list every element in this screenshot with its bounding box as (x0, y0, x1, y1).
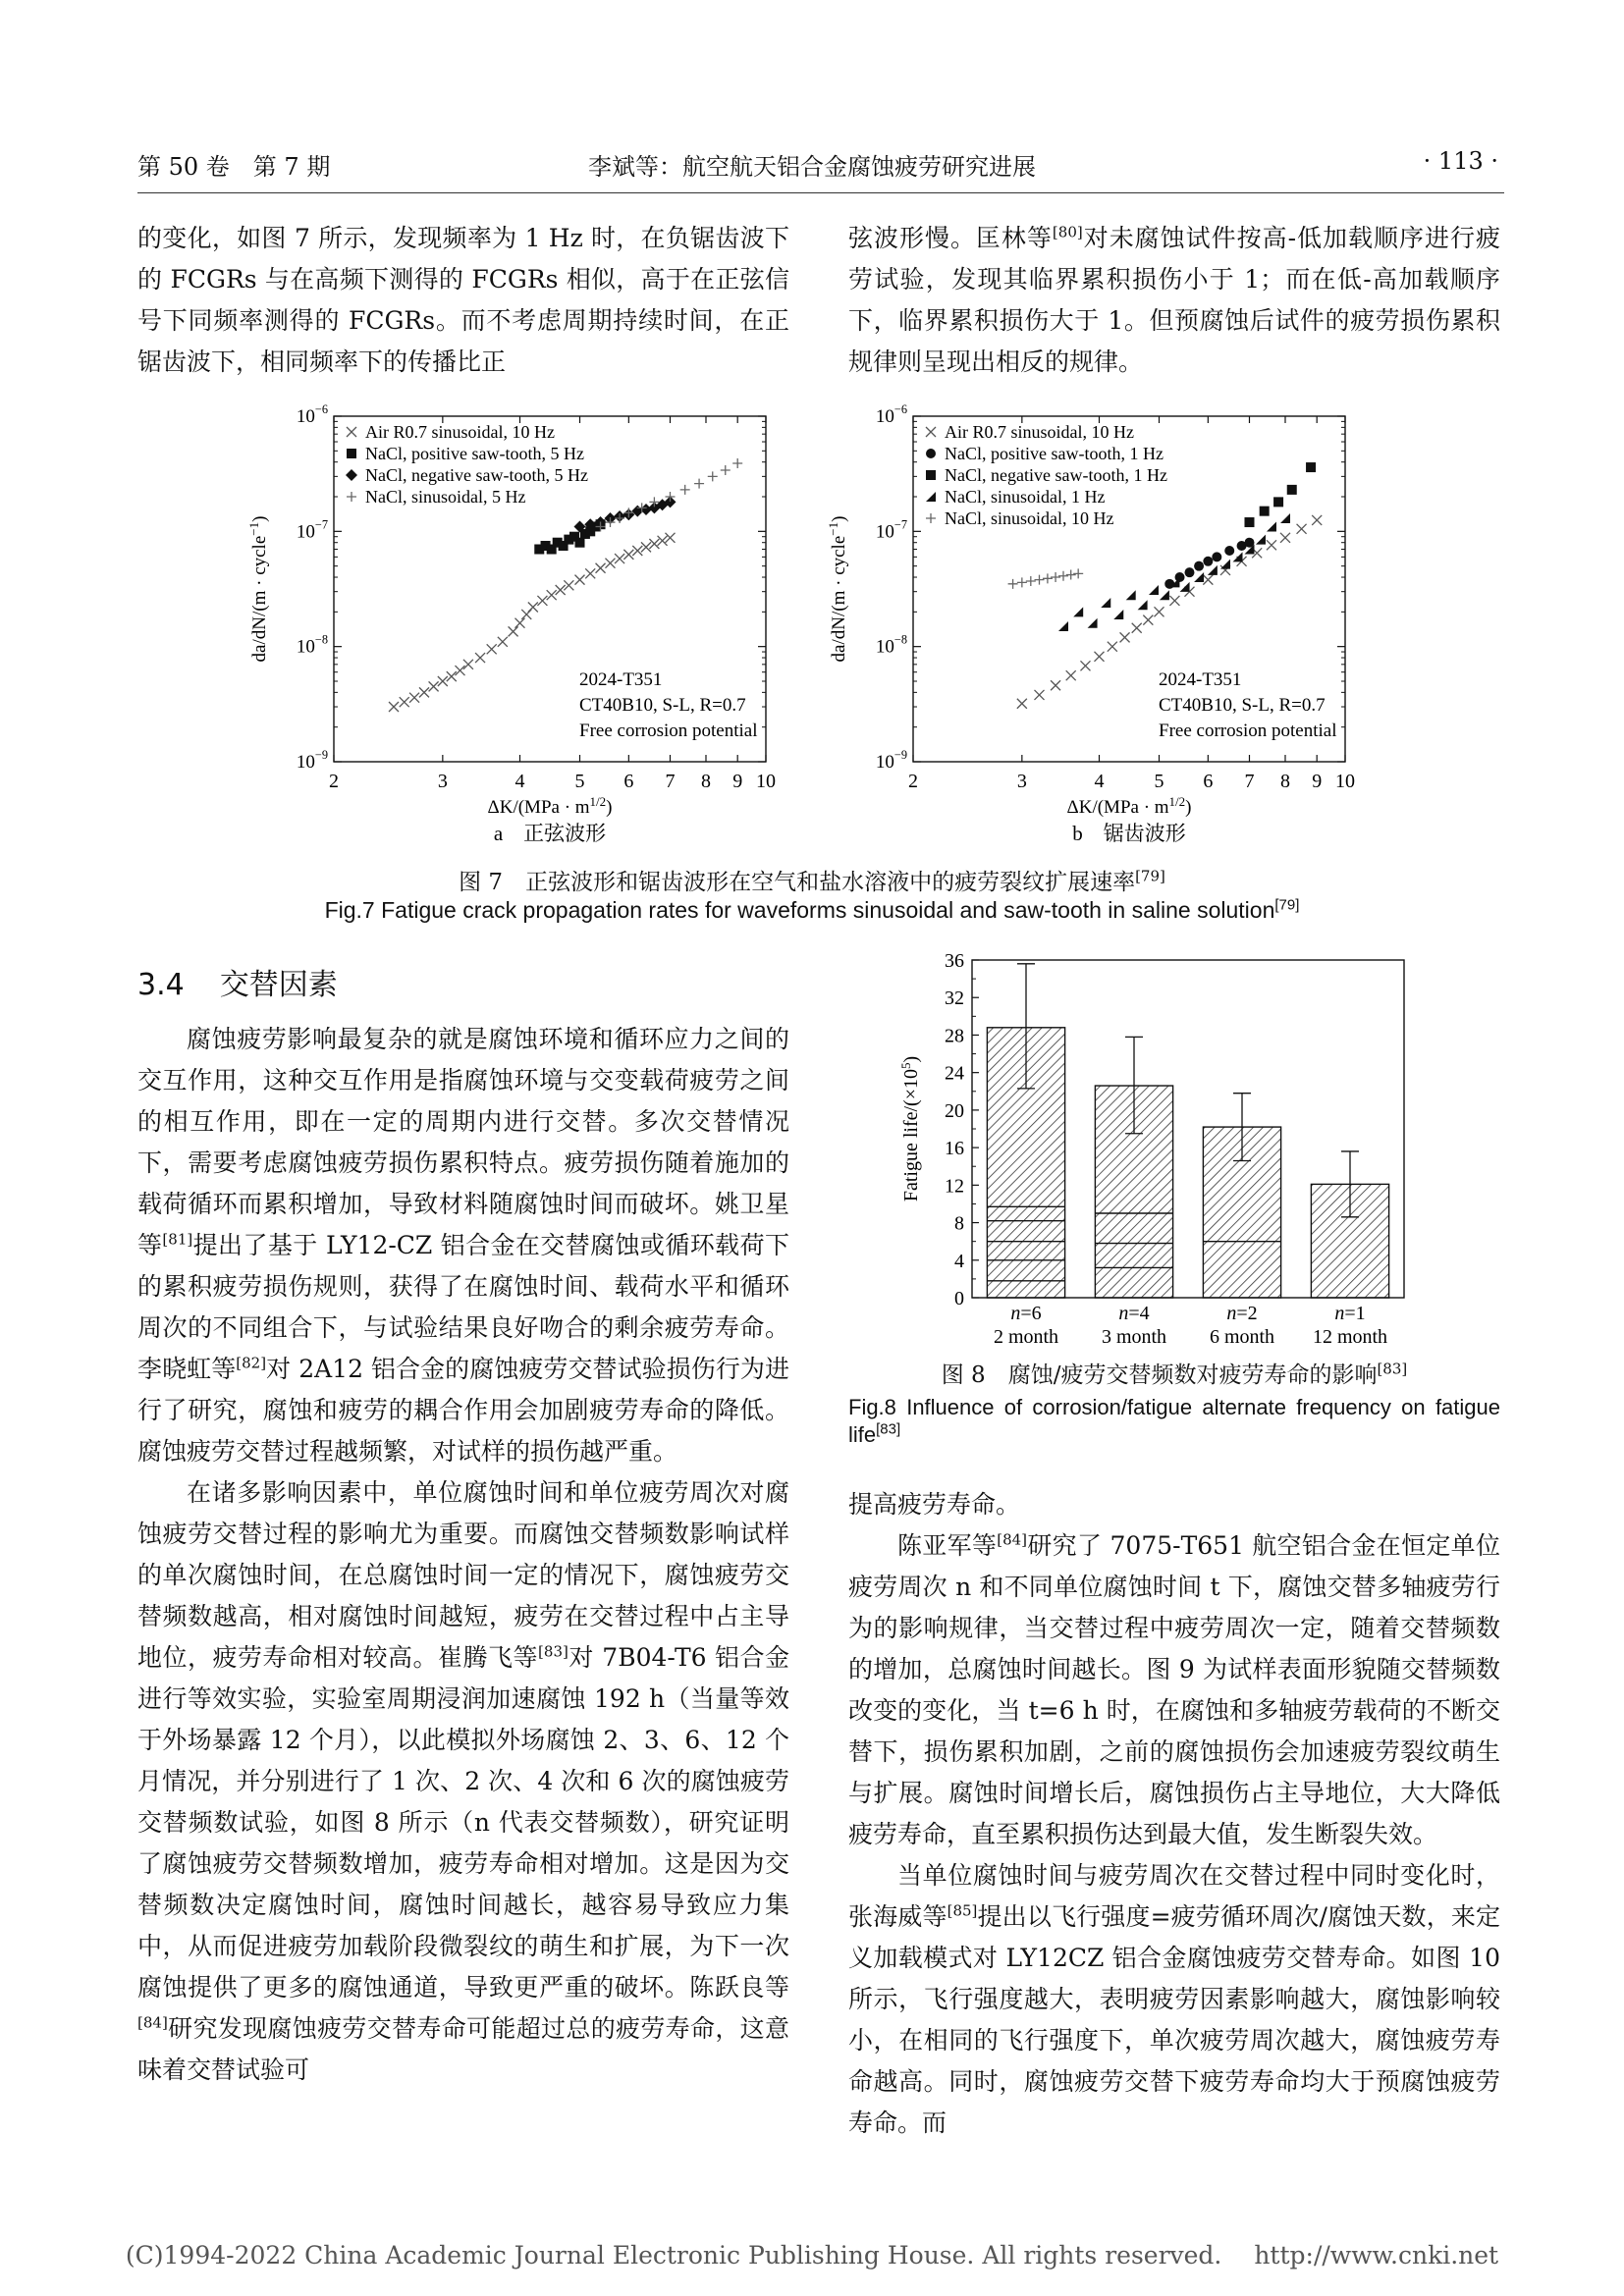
data-point (1175, 572, 1185, 582)
data-point (575, 575, 585, 585)
x-tick-label: 2 (329, 771, 339, 792)
data-point (665, 533, 675, 543)
copyright-footer: (C)1994-2022 China Academic Journal Electronic Publishing House. All rights reserved. http://www.cnki.net (125, 2241, 1499, 2269)
data-point (389, 702, 399, 712)
data-point (1208, 565, 1218, 575)
data-point (1066, 670, 1076, 680)
legend-label: Air R0.7 sinusoidal, 10 Hz (365, 422, 555, 442)
data-point (419, 687, 429, 697)
x-tick-label: 6 (623, 771, 634, 792)
data-point (400, 697, 409, 707)
data-point (658, 536, 668, 546)
y-tick-label: $10^{-7}$ (296, 517, 328, 543)
data-point (1273, 497, 1283, 507)
top-right-paragraph: 弦波形慢。匡林等[80]对未腐蚀试件按高-低加载顺序进行疲劳试验，发现其临界累积损伤小于 1；而在低-高加载顺序下，临界累积损伤大于 1。但预腐蚀后试件的疲劳损伤累积规律则呈现出相反的规律。 (848, 223, 1500, 376)
y-tick-label: $10^{-9}$ (296, 748, 328, 773)
y-tick-label: $10^{-7}$ (875, 517, 907, 543)
legend-label: NaCl, negative saw-tooth, 5 Hz (365, 465, 588, 485)
data-point (926, 470, 936, 480)
fig7-caption-zh: 图 7 正弦波形和锯齿波形在空气和盐水溶液中的疲劳裂纹扩展速率[79] (459, 867, 1165, 895)
citation: [83] (538, 1642, 568, 1661)
data-point (1155, 607, 1164, 616)
right-paragraph: 当单位腐蚀时间与疲劳周次在交替过程中同时变化时，张海威等[85]提出以飞行强度=疲劳循环周次/腐蚀天数，来定义加载模式对 LY12CZ 铝合金腐蚀疲劳交替寿命。如图 10 所示，飞行强度越大，表明疲劳因素影响越大，腐蚀影响较小，在相同的飞行强度下，单次疲劳周次越大，腐蚀疲劳寿命越高。同时，腐蚀疲劳交替下疲劳寿命均大于预腐蚀疲劳寿命。而 (848, 1861, 1500, 2137)
data-point (1143, 615, 1153, 625)
data-point (632, 546, 642, 556)
citation: [82] (236, 1354, 267, 1372)
fig8-caption-en: Fig.8 Influence of corrosion/fatigue alternate frequency on fatigue life[83] (848, 1395, 1500, 1447)
data-point (680, 485, 690, 495)
fig7a-chart (236, 402, 785, 845)
citation: [84] (997, 1530, 1028, 1549)
data-point (1220, 560, 1230, 569)
x-tick-label: 5 (574, 771, 585, 792)
data-point (1132, 623, 1142, 633)
category-label: 6 month (1209, 1326, 1275, 1348)
header-page-number: · 113 · (1423, 147, 1498, 175)
data-point (438, 676, 448, 686)
legend-label: NaCl, positive saw-tooth, 5 Hz (365, 444, 584, 463)
data-point (1034, 690, 1044, 700)
data-point (347, 427, 356, 437)
header-journal-issue: 第 50 卷 第 7 期 (137, 153, 331, 181)
right-paragraphs (848, 1484, 1500, 2144)
data-point (1108, 642, 1117, 652)
section-heading (137, 964, 789, 1007)
top-right-text (848, 218, 1500, 383)
citation: [80] (1052, 223, 1083, 241)
y-tick-label: $10^{-6}$ (875, 402, 907, 427)
x-tick-label: 7 (1244, 771, 1255, 792)
data-point (1312, 515, 1322, 525)
data-point (1184, 567, 1194, 577)
y-tick-label: 16 (945, 1138, 964, 1160)
x-axis-label: $\Delta K/(MPa \cdot m^{1/2})$ (487, 794, 613, 818)
data-point (514, 618, 524, 628)
data-point (1080, 661, 1090, 670)
annotation: Free corrosion potential (1159, 721, 1337, 741)
data-point (1058, 571, 1068, 581)
data-point (1058, 621, 1068, 631)
data-point (1267, 540, 1276, 550)
category-label: 3 month (1101, 1326, 1167, 1348)
y-tick-label: $10^{-8}$ (875, 632, 907, 658)
data-point (1043, 573, 1053, 583)
data-point (1212, 552, 1221, 561)
top-left-text (137, 218, 789, 383)
data-point (347, 449, 356, 458)
y-axis-label: Fatigue life/$(\times 10^5)$ (898, 1055, 922, 1202)
x-tick-label: 3 (437, 771, 448, 792)
data-series (574, 496, 677, 532)
data-point (1101, 598, 1110, 608)
x-tick-label: 5 (1154, 771, 1164, 792)
x-tick-label: 10 (756, 771, 776, 792)
data-point (347, 492, 356, 502)
y-tick-label: 32 (945, 988, 964, 1010)
data-point (487, 644, 497, 654)
data-point (1203, 575, 1213, 585)
data-point (1260, 507, 1270, 516)
fig8-chart (884, 942, 1434, 1355)
data-point (463, 660, 473, 669)
citation: [85] (947, 1901, 978, 1920)
y-tick-label: 12 (945, 1175, 964, 1198)
data-point (1194, 572, 1204, 582)
data-point (1244, 517, 1254, 527)
category-label: 2 month (993, 1326, 1059, 1348)
legend-label: NaCl, sinusoidal, 1 Hz (945, 487, 1106, 507)
category-n-label: n=1 (1334, 1303, 1366, 1324)
left-paragraphs (137, 1019, 789, 2091)
x-tick-label: 3 (1016, 771, 1027, 792)
data-point (429, 681, 439, 691)
y-tick-label: $10^{-9}$ (875, 748, 907, 773)
data-point (537, 596, 547, 606)
left-column-body (137, 960, 789, 2091)
category-label: 12 month (1312, 1326, 1388, 1348)
data-point (1224, 546, 1234, 556)
data-point (615, 554, 624, 563)
annotation: 2024-T351 (579, 669, 663, 690)
data-point (1051, 680, 1060, 690)
data-point (926, 427, 936, 437)
data-point (649, 539, 659, 549)
y-tick-label: 0 (954, 1288, 964, 1309)
legend-label: NaCl, sinusoidal, 10 Hz (945, 508, 1114, 528)
category-n-label: n=4 (1118, 1303, 1150, 1324)
data-point (694, 479, 704, 489)
data-series (1244, 462, 1316, 527)
left-paragraph: 腐蚀疲劳影响最复杂的就是腐蚀环境和循环应力之间的交互作用，这种交互作用是指腐蚀环境与交变载荷疲劳之间的相互作用，即在一定的周期内进行交替。多次交替情况下，需要考虑腐蚀疲劳损伤累积特点。疲劳损伤随着施加的载荷循环而累积增加，导致材料随腐蚀时间而破坏。姚卫星等[81]提出了基于 LY12-CZ 铝合金在交替腐蚀或循环载荷下的累积疲劳损伤规则，获得了在腐蚀时间、载荷水平和循环周次的不同组合下，与试验结果良好吻合的剩余疲劳寿命。李晓虹等[82]对 2A12 铝合金的腐蚀疲劳交替试验损伤行为进行了研究，腐蚀和疲劳的耦合作用会加剧疲劳寿命的降低。腐蚀疲劳交替过程越频繁，对试样的损伤越严重。 (137, 1025, 789, 1466)
data-point (1126, 590, 1136, 600)
data-point (1280, 533, 1290, 543)
category-n-label: n=6 (1010, 1303, 1042, 1324)
x-tick-label: 7 (665, 771, 676, 792)
x-tick-label: 4 (1094, 771, 1105, 792)
data-point (1088, 618, 1098, 628)
y-tick-label: $10^{-6}$ (296, 402, 328, 427)
data-point (708, 471, 718, 481)
x-tick-label: 6 (1203, 771, 1214, 792)
data-point (641, 542, 651, 552)
data-point (447, 671, 457, 681)
annotation: CT40B10, S-L, R=0.7 (1159, 695, 1326, 716)
left-paragraph: 在诸多影响因素中，单位腐蚀时间和单位疲劳周次对腐蚀疲劳交替过程的影响尤为重要。而腐蚀交替频数影响试样的单次腐蚀时间，在总腐蚀时间一定的情况下，腐蚀疲劳交替频数越高，相对腐蚀时间越短，疲劳在交替过程中占主导地位，疲劳寿命相对较高。崔腾飞等[83]对 7B04-T6 铝合金进行等效实验，实验室周期浸润加速腐蚀 192 h（当量等效于外场暴露 12 个月），以此模拟外场腐蚀 2、3、6、12 个月情况，并分别进行了 1 次、2 次、4 次和 6 次的腐蚀疲劳交替频数试验，如图 8 所示（n 代表交替频数），研究证明了腐蚀疲劳交替频数增加，疲劳寿命相对增加。这是因为交替频数决定腐蚀时间，腐蚀时间越长，越容易导致应力集中，从而促进疲劳加载阶段微裂纹的萌生和扩展，为下一次腐蚀提供了更多的腐蚀通道，导致更严重的破坏。陈跃良等[84]研究发现腐蚀疲劳交替寿命可能超过总的疲劳寿命，这意味着交替试验可 (137, 1478, 789, 2084)
annotation: Free corrosion potential (579, 721, 758, 741)
data-point (1297, 524, 1307, 534)
data-point (528, 602, 538, 612)
data-point (585, 568, 595, 578)
data-point (1113, 610, 1123, 619)
y-tick-label: 28 (945, 1025, 964, 1047)
y-tick-label: 24 (945, 1062, 964, 1085)
data-point (1256, 535, 1266, 545)
data-point (1017, 699, 1027, 709)
x-tick-label: 4 (514, 771, 525, 792)
data-point (455, 666, 464, 675)
y-tick-label: 4 (954, 1250, 964, 1272)
right-paragraph: 陈亚军等[84]研究了 7075-T651 航空铝合金在恒定单位疲劳周次 n 和不同单位腐蚀时间 t 下，腐蚀交替多轴疲劳行为的影响规律，当交替过程中疲劳周次一定，随着交替频数的增加，总腐蚀时间越长。图 9 为试样表面形貌随交替频数改变的变化，当 t=6 h 时，在腐蚀和多轴疲劳载荷的不断交替下，损伤累积加剧，之前的腐蚀损伤会加速疲劳裂纹萌生与扩展。腐蚀时间增长后，腐蚀损伤占主导地位，大大降低疲劳寿命，直至累积损伤达到最大值，发生断裂失效。 (848, 1530, 1500, 1848)
citation: [84] (137, 2013, 168, 2032)
data-point (1138, 600, 1148, 610)
data-point (509, 626, 518, 636)
data-point (926, 492, 936, 502)
x-tick-label: 8 (700, 771, 711, 792)
x-tick-label: 2 (908, 771, 918, 792)
section-title: 交替因素 (219, 968, 338, 1002)
data-point (1280, 513, 1290, 523)
y-tick-label: 8 (954, 1212, 964, 1235)
legend-label: NaCl, sinusoidal, 5 Hz (365, 487, 526, 507)
data-point (1306, 462, 1316, 472)
y-tick-label: 20 (945, 1099, 964, 1122)
x-tick-label: 9 (732, 771, 743, 792)
data-point (1026, 576, 1036, 586)
x-tick-label: 9 (1312, 771, 1323, 792)
annotation: CT40B10, S-L, R=0.7 (579, 695, 746, 716)
data-point (1149, 585, 1159, 595)
data-point (575, 538, 585, 548)
data-point (475, 653, 485, 663)
annotation: 2024-T351 (1159, 669, 1242, 690)
x-tick-label: 8 (1279, 771, 1290, 792)
x-axis-label: $\Delta K/(MPa \cdot m^{1/2})$ (1066, 794, 1192, 818)
right-column-body (848, 1484, 1500, 2144)
data-point (1233, 552, 1243, 561)
y-axis-label: da/dN/(m · cycle$^{-1}$) (826, 515, 849, 663)
fig7-caption-en: Fig.7 Fatigue crack propagation rates for waveforms sinusoidal and saw-tooth in saline solution[79] (324, 896, 1300, 923)
data-point (1017, 577, 1027, 587)
data-point (1267, 521, 1276, 531)
fig8-caption-zh: 图 8 腐蚀/疲劳交替频数对疲劳寿命的影响[83] (941, 1360, 1408, 1388)
data-point (732, 458, 742, 468)
data-point (721, 465, 731, 475)
legend-label: Air R0.7 sinusoidal, 10 Hz (945, 422, 1134, 442)
data-point (623, 550, 633, 560)
y-tick-label: $10^{-8}$ (296, 632, 328, 658)
data-point (1169, 596, 1179, 606)
fig7b-chart (815, 402, 1365, 845)
data-point (547, 590, 557, 600)
data-point (1066, 570, 1076, 580)
data-series (1008, 568, 1084, 588)
right-paragraph: 提高疲劳寿命。 (848, 1490, 1021, 1519)
section-number: 3.4 (137, 968, 185, 1002)
panel-label: b 锯齿波形 (1072, 822, 1186, 845)
data-point (1287, 485, 1297, 495)
panel-label: a 正弦波形 (493, 822, 607, 845)
legend-label: NaCl, negative saw-tooth, 1 Hz (945, 465, 1167, 485)
data-point (346, 469, 357, 481)
data-point (1160, 590, 1169, 600)
data-point (605, 559, 615, 568)
data-series (1058, 513, 1290, 631)
y-axis-label: da/dN/(m · cycle$^{-1}$) (246, 515, 270, 663)
data-point (1194, 561, 1204, 571)
top-left-paragraph: 的变化，如图 7 所示，发现频率为 1 Hz 时，在负锯齿波下的 FCGRs 与在高频下测得的 FCGRs 相似，高于在正弦信号下同频率测得的 FCGRs。而不考虑周期持续时间，在正锯齿波下，相同频率下的传播比正 (137, 224, 789, 376)
data-point (1051, 572, 1060, 582)
data-point (1203, 557, 1213, 566)
citation: [81] (162, 1230, 193, 1249)
data-series (596, 458, 743, 531)
data-point (1073, 607, 1083, 616)
data-point (596, 563, 606, 573)
y-tick-label: 36 (945, 950, 964, 972)
data-point (1034, 575, 1044, 585)
legend-label: NaCl, positive saw-tooth, 1 Hz (945, 444, 1164, 463)
x-tick-label: 10 (1335, 771, 1355, 792)
data-point (498, 637, 508, 647)
header-article-title: 李斌等：航空航天铝合金腐蚀疲劳研究进展 (588, 153, 1036, 181)
data-point (1120, 632, 1130, 642)
data-point (926, 513, 936, 523)
header-rule (137, 192, 1504, 193)
data-point (1008, 579, 1018, 589)
data-point (1073, 568, 1083, 578)
category-n-label: n=2 (1226, 1303, 1258, 1324)
data-point (926, 449, 936, 458)
data-point (1094, 652, 1104, 662)
data-point (409, 693, 419, 703)
